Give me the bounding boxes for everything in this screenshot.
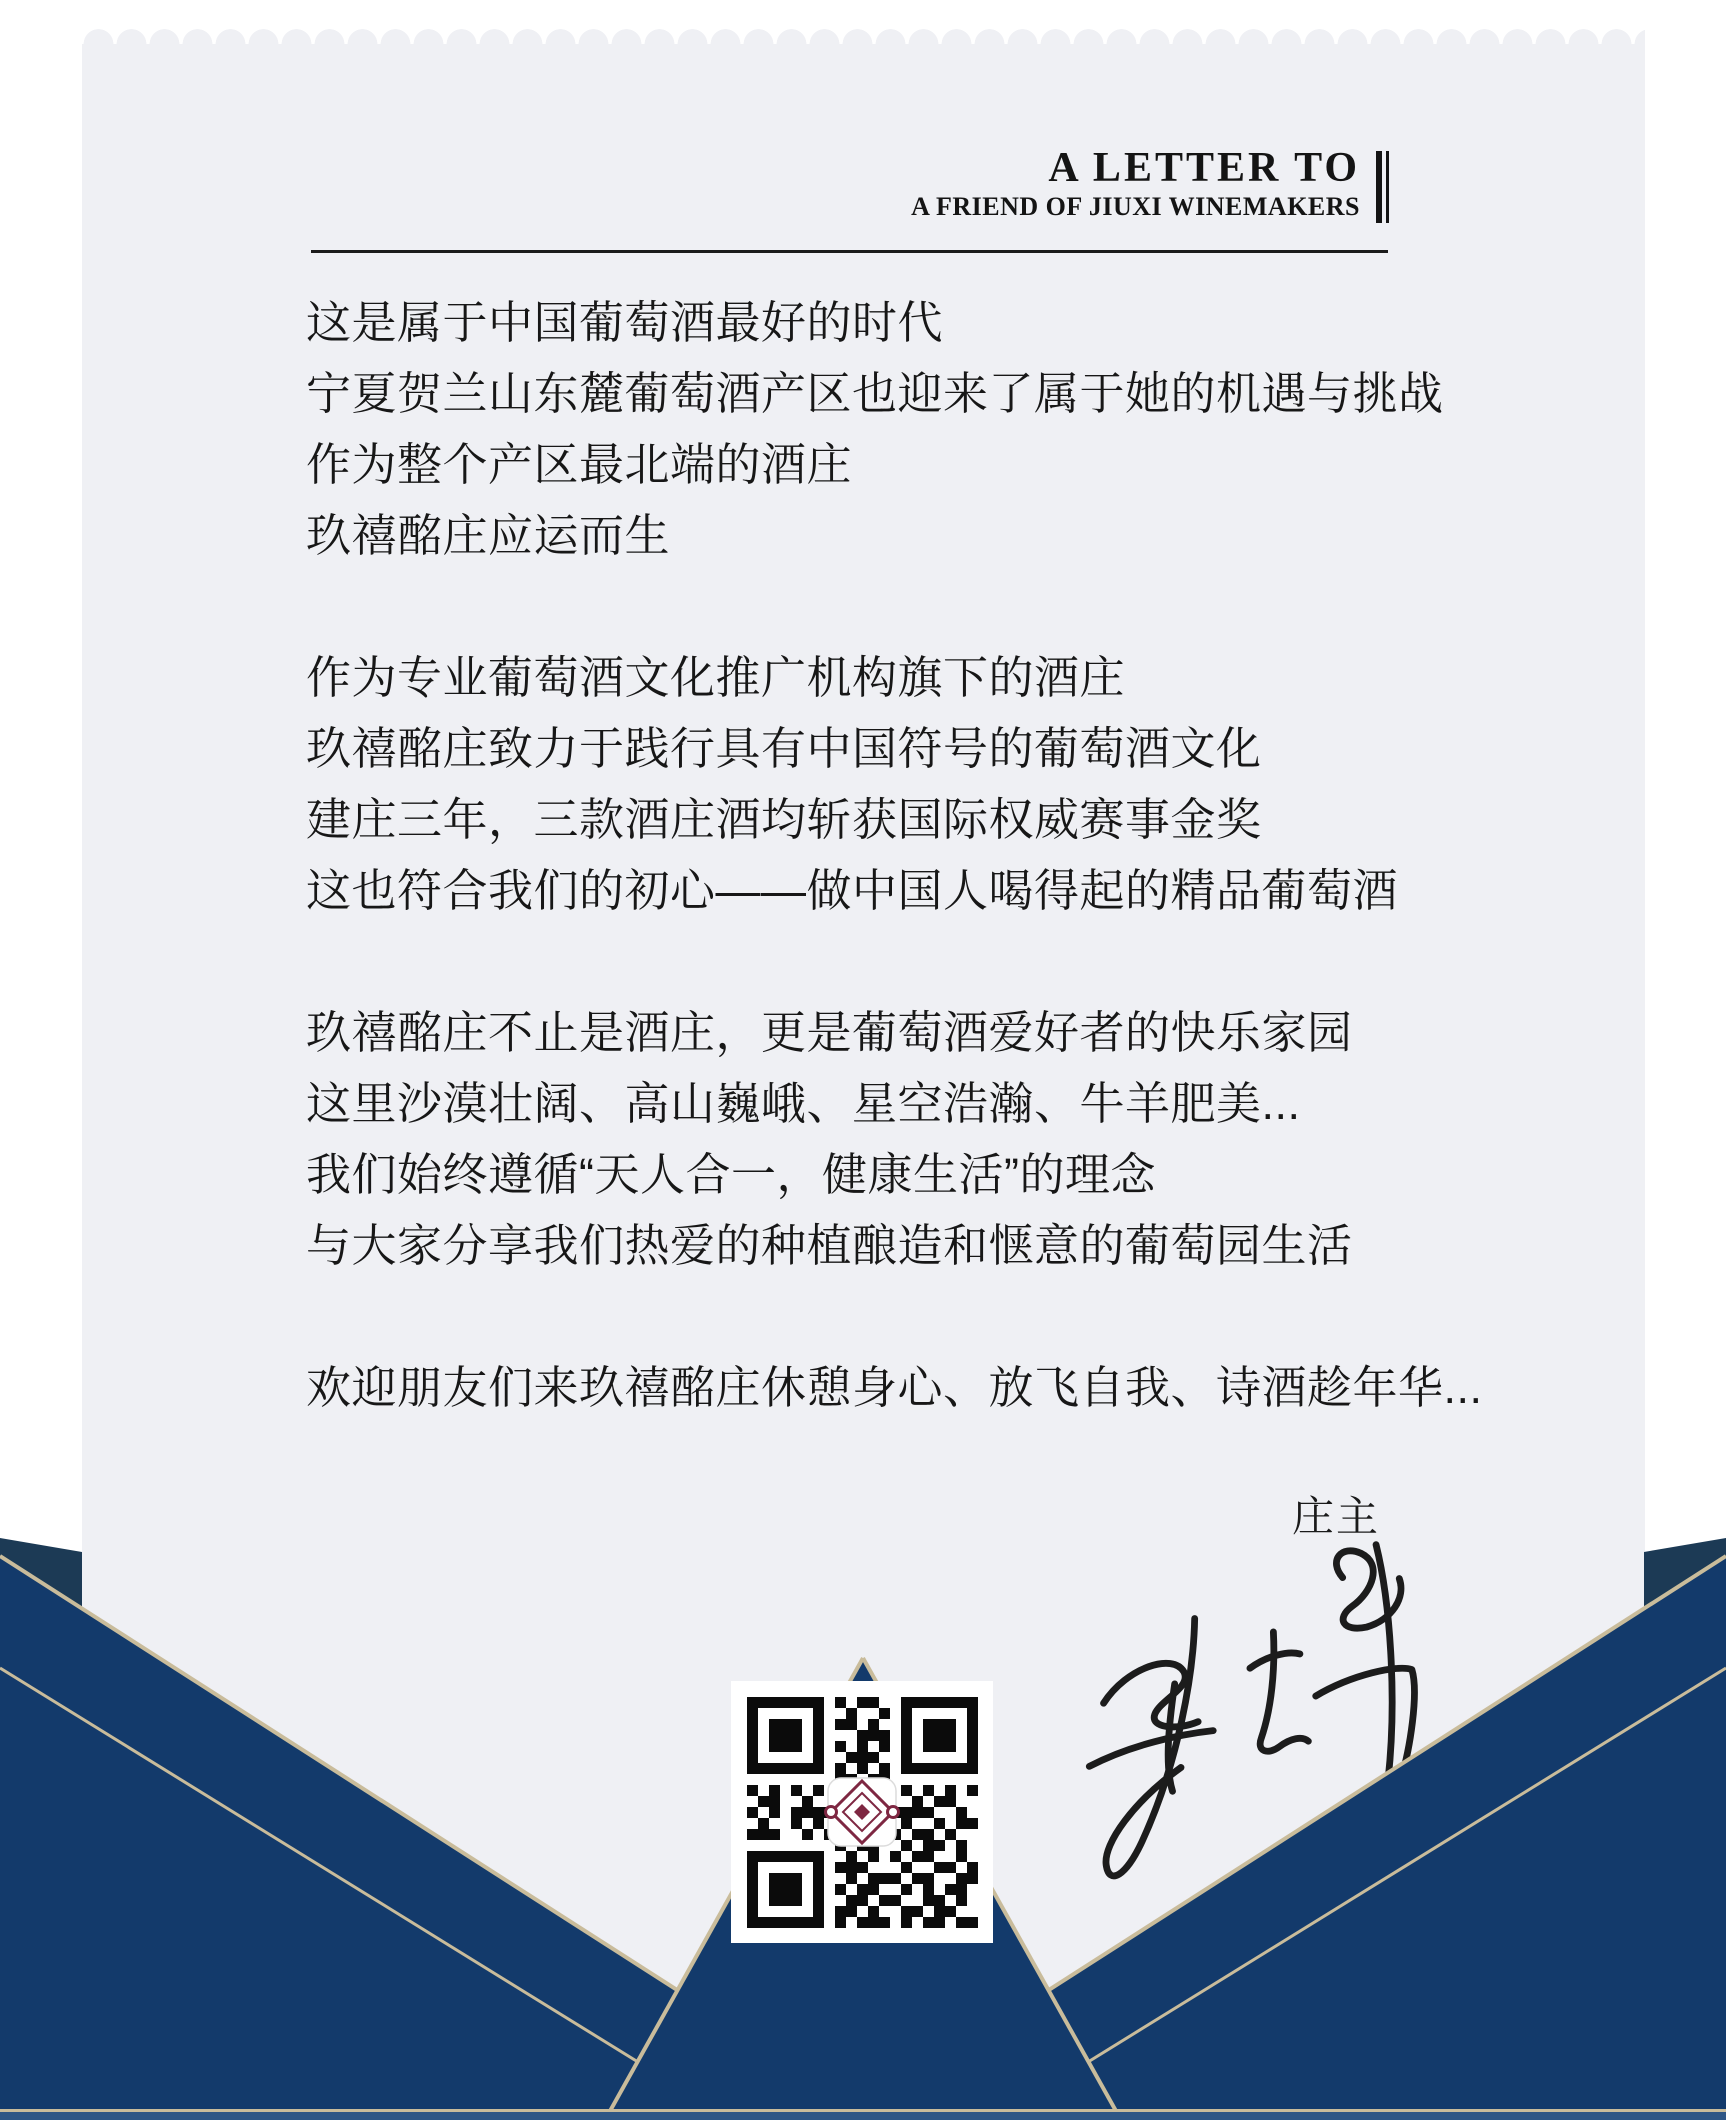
page-title: A LETTER TO	[1048, 145, 1360, 191]
letter-line: 玖禧酩庄不止是酒庄，更是葡萄酒爱好者的快乐家园	[306, 1007, 1353, 1058]
qr-code	[731, 1681, 993, 1943]
winery-logo-icon	[826, 1778, 899, 1846]
letter-line: 玖禧酩庄应运而生	[306, 510, 671, 561]
signoff-role: 庄主	[1291, 1493, 1380, 1540]
letter-line: 宁夏贺兰山东麓葡萄酒产区也迎来了属于她的机遇与挑战	[306, 368, 1444, 419]
letter-line: 这里沙漠壮阔、高山巍峨、星空浩瀚、牛羊肥美...	[306, 1078, 1301, 1129]
letter-line: 欢迎朋友们来玖禧酩庄休憩身心、放飞自我、诗酒趁年华...	[306, 1362, 1483, 1413]
page-subtitle: A FRIEND OF JIUXI WINEMAKERS	[911, 192, 1360, 221]
letter-line: 建庄三年，三款酒庄酒均斩获国际权威赛事金奖	[306, 794, 1262, 845]
letter-line: 这是属于中国葡萄酒最好的时代	[306, 297, 944, 348]
letter-line: 与大家分享我们热爱的种植酿造和惬意的葡萄园生活	[306, 1220, 1353, 1271]
letter-line: 玖禧酩庄致力于践行具有中国符号的葡萄酒文化	[306, 723, 1262, 774]
letter-line: 这也符合我们的初心——做中国人喝得起的精品葡萄酒	[306, 865, 1399, 916]
letter-line: 作为专业葡萄酒文化推广机构旗下的酒庄	[306, 652, 1126, 703]
letter-line: 我们始终遵循“天人合一，健康生活”的理念	[306, 1149, 1156, 1200]
letter-line: 作为整个产区最北端的酒庄	[306, 439, 853, 490]
